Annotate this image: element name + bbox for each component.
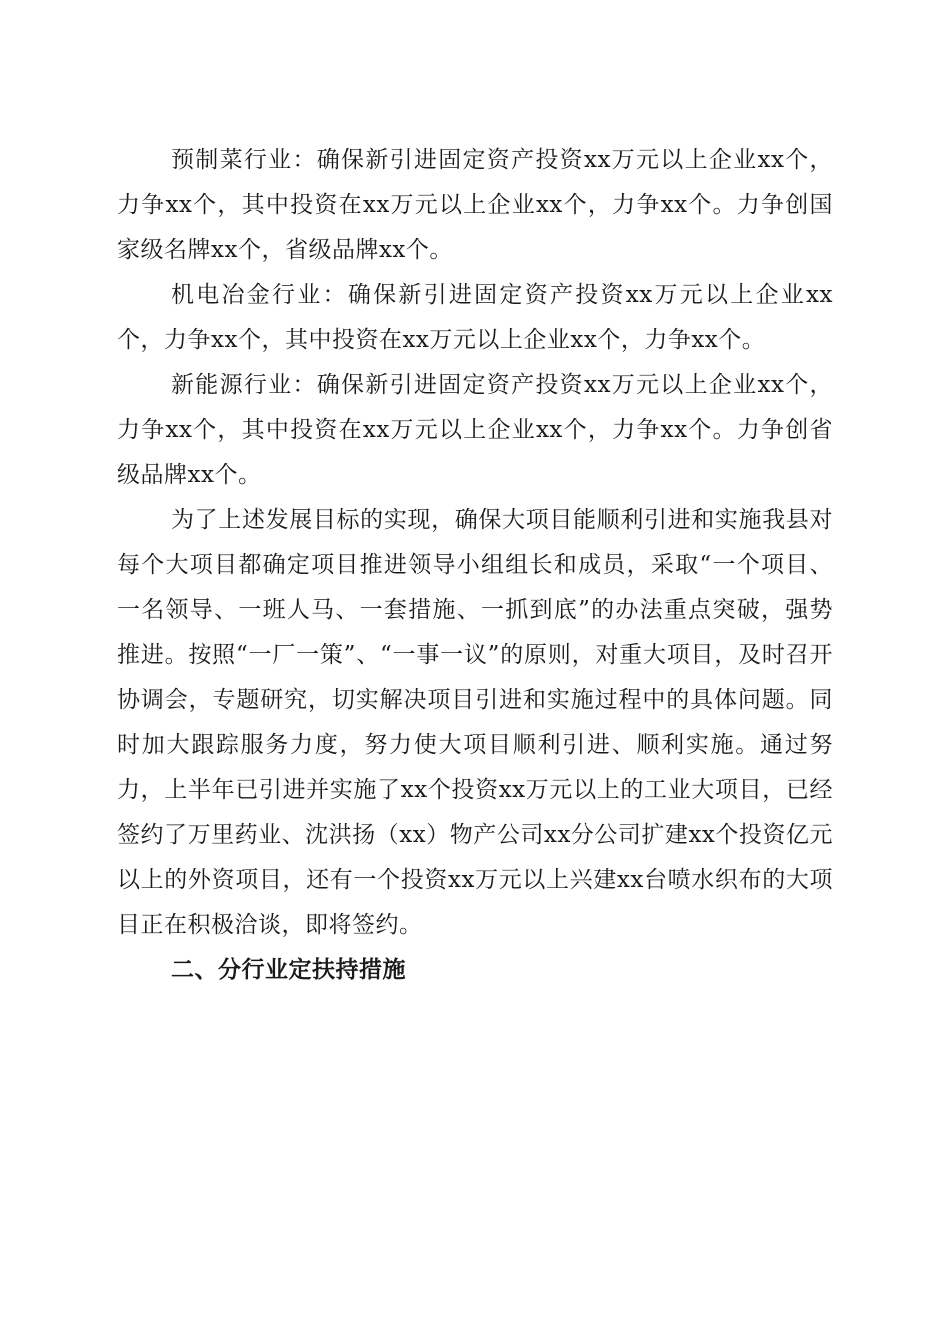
paragraph-prepared-food-industry: 预制菜行业：确保新引进固定资产投资xx万元以上企业xx个，力争xx个，其中投资在xx万元以上企业xx个，力争xx个。力争创国家级名牌xx个，省级品牌xx个。 bbox=[117, 147, 833, 263]
paragraph-electromechanical-metallurgy-industry: 机电冶金行业：确保新引进固定资产投资xx万元以上企业xx个，力争xx个，其中投资在xx万元以上企业xx个，力争xx个。 bbox=[117, 282, 833, 353]
paragraph-major-project-measures: 为了上述发展目标的实现，确保大项目能顺利引进和实施我县对每个大项目都确定项目推进领导小组组长和成员，采取“一个项目、一名领导、一班人马、一套措施、一抓到底”的办法重点突破，强势推进。按照“一厂一策”、“一事一议”的原则，对重大项目，及时召开协调会，专题研究，切实解决项目引进和实施过程中的具体问题。同时加大跟踪服务力度，努力使大项目顺利引进、顺利实施。通过努力，上半年已引进并实施了xx个投资xx万元以上的工业大项目，已经签约了万里药业、沈洪扬（xx）物产公司xx分公司扩建xx个投资亿元以上的外资项目，还有一个投资xx万元以上兴建xx台喷水织布的大项目正在积极洽谈，即将签约。 bbox=[117, 507, 833, 938]
paragraph-new-energy-industry: 新能源行业：确保新引进固定资产投资xx万元以上企业xx个，力争xx个，其中投资在xx万元以上企业xx个，力争xx个。力争创省级品牌xx个。 bbox=[117, 372, 833, 488]
document-body bbox=[117, 138, 833, 993]
section-heading: 二、分行业定扶持措施 bbox=[171, 957, 406, 983]
